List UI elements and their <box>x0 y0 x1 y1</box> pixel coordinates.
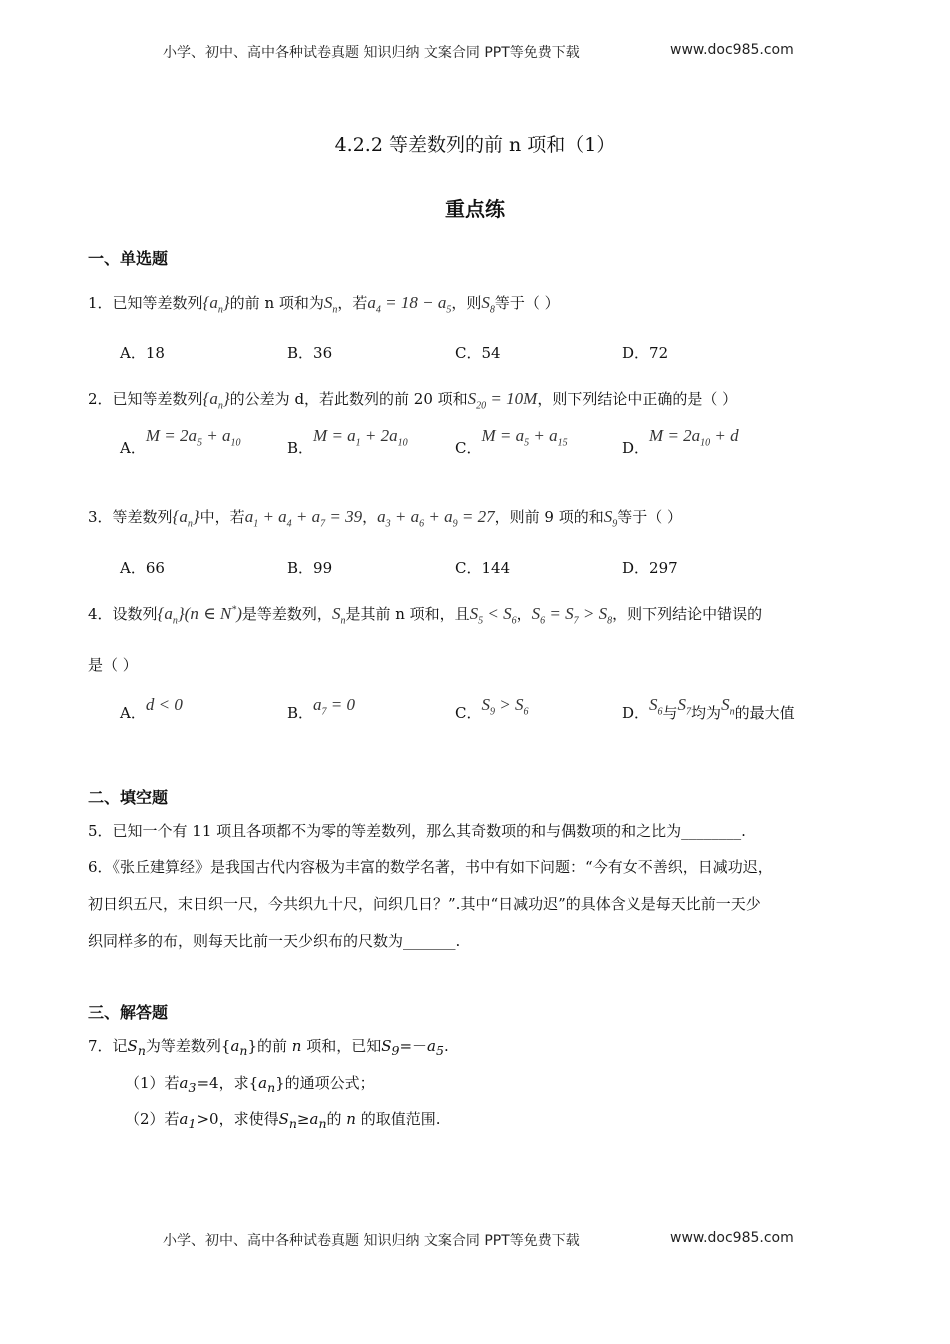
q1-option-c: C．54 <box>455 344 501 362</box>
q4-num: 4．设数列 <box>88 605 158 623</box>
q3-option-b: B．99 <box>287 559 333 577</box>
q1-num: 1．已知等差数列 <box>88 294 203 312</box>
q1-option-d: D．72 <box>622 344 669 362</box>
footer-text: 小学、初中、高中各种试卷真题 知识归纳 文案合同 PPT等免费下载 <box>163 1233 580 1249</box>
q4-line2: 是（ ） <box>88 656 138 674</box>
q4-option-c: C．$S_9 > S_6$ <box>455 695 529 722</box>
q2-option-b: B．$M = a_1 + 2a_{10}$ <box>287 426 408 457</box>
question-2: 2．已知等差数列$\{a_n\}$的公差为 d，若此数列的前 20 项和$S_{20} = 10M$，则下列结论中正确的是（ ） <box>88 389 738 412</box>
question-7-intro: 7．记$S_n$为等差数列$\{a_n\}$的前 n 项和，已知$S_9=-a_5$. <box>88 1037 449 1058</box>
q2-option-d: D．$M = 2a_{10} + d$ <box>622 426 739 457</box>
question-1: 1．已知等差数列$\{a_n\}$的前 n 项和为$S_n$，若$a_4 = 18 - a_5$，则$S_8$等于（ ） <box>88 293 560 316</box>
math-s8: $S_8$ <box>481 293 495 316</box>
q4-option-b: B．$a_7 = 0$ <box>287 695 356 722</box>
question-7-part2: （2）若$a_1>0$，求使得$S_n\ge a_n$的 n 的取值范围. <box>125 1110 441 1131</box>
footer-url[interactable]: www.doc985.com <box>670 1230 794 1246</box>
math-seq-an: $\{a_n\}$ <box>172 507 200 530</box>
q3-option-d: D．297 <box>622 559 678 577</box>
question-5: 5．已知一个有 11 项且各项都不为零的等差数列，那么其奇数项的和与偶数项的和之比为________. <box>88 822 746 840</box>
section-answer: 三、解答题 <box>88 1003 169 1022</box>
q3-option-c: C．144 <box>455 559 511 577</box>
q2-num: 2．已知等差数列 <box>88 390 203 408</box>
math-s6-eq-s7: $S_6 = S_7 > S_8$ <box>531 604 613 627</box>
math-sum-147: $a_1 + a_4 + a_7 = 39$ <box>244 507 363 530</box>
math-sn: $S_n$ <box>323 293 338 316</box>
math-s9: $S_9$ <box>603 507 618 530</box>
section-single-choice: 一、单选题 <box>88 249 169 268</box>
header-url[interactable]: www.doc985.com <box>670 42 794 58</box>
page-title: 4.2.2 等差数列的前 n 项和（1） <box>334 134 616 156</box>
math-a4-eq: $a_4 = 18 - a_5$ <box>367 293 452 316</box>
question-6-line2: 初日织五尺，末日织一尺，今共织九十尺，问织几日？”.其中“日减功迟”的具体含义是每天比前一天少 <box>88 895 761 913</box>
q4-option-a: A．d < 0 <box>120 695 183 722</box>
question-3: 3．等差数列$\{a_n\}$中，若$a_1 + a_4 + a_7 = 39$，$a_3 + a_6 + a_9 = 27$，则前 9 项的和$S_9$等于（ ） <box>88 507 682 530</box>
page-subtitle: 重点练 <box>445 197 505 221</box>
question-6-line3: 织同样多的布，则每天比前一天少织布的尺数为_______. <box>88 932 461 950</box>
q3-option-a: A．66 <box>120 559 165 577</box>
question-6-line1: 6．《张丘建算经》是我国古代内容极为丰富的数学名著，书中有如下问题：“今有女不善织，日减功迟， <box>88 858 773 876</box>
math-seq-an-nstar: $\{a_n\}(n$ ∈ N*) <box>157 604 242 627</box>
header-text: 小学、初中、高中各种试卷真题 知识归纳 文案合同 PPT等免费下载 <box>163 45 580 61</box>
q2-option-a: A．$M = 2a_5 + a_{10}$ <box>120 426 241 457</box>
math-s20: $S_{20} = 10M$ <box>467 389 538 412</box>
q4-option-d: D．$S_6$与$S_7$均为$S_n$的最大值 <box>622 695 795 722</box>
math-sum-369: $a_3 + a_6 + a_9 = 27$ <box>377 507 495 530</box>
q1-option-a: A．18 <box>120 344 165 362</box>
q3-num: 3．等差数列 <box>88 508 173 526</box>
math-sn: $S_n$ <box>331 604 346 627</box>
q2-option-c: C．$M = a_5 + a_{15}$ <box>455 426 568 457</box>
q1-option-b: B．36 <box>287 344 333 362</box>
math-s5-lt-s6: $S_5 < S_6$ <box>469 604 517 627</box>
question-7-part1: （1）若$a_3=4$，求$\{a_n\}$的通项公式； <box>125 1074 375 1095</box>
math-seq-an: $\{a_n\}$ <box>202 293 230 316</box>
question-4: 4．设数列$\{a_n\}(n$ ∈ N*)是等差数列，$S_n$是其前 n 项和，且$S_5 < S_6$，$S_6 = S_7 > S_8$，则下列结论中错误的 <box>88 604 763 627</box>
section-fill-blank: 二、填空题 <box>88 788 169 807</box>
math-seq-an: $\{a_n\}$ <box>202 389 230 412</box>
